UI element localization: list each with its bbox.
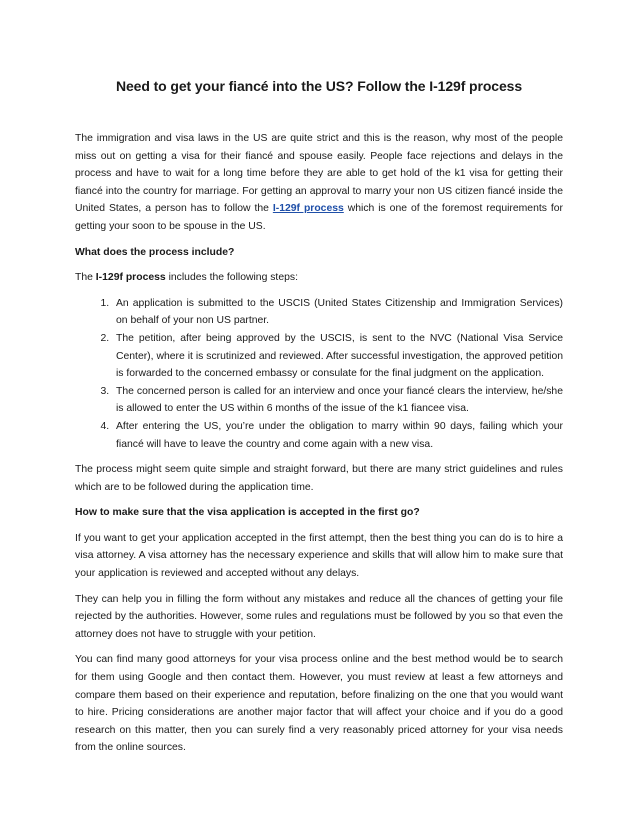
section2-paragraph: You can find many good attorneys for your visa process online and the best method would be to search for them using Google and then contact them. However, you must review at least a few attorneys and compare them based on their experience and reputation, before finalizing on the one that you would want to hire. Pricing considerations are another major factor that will affect your choice and if you do a good research on this matter, then you can surely find a very reasonably priced attorney for your visa needs from the online sources. (75, 654, 563, 754)
lead-prefix: The (75, 272, 96, 284)
list-item: 1. An application is submitted to the USCIS (United States Citizenship and Immigration Services) on behalf of your non US partner. (112, 295, 563, 330)
section2-heading: How to make sure that the visa application is accepted in the first go? (75, 507, 420, 519)
section2-paragraph: They can help you in filling the form without any mistakes and reduce all the chances of getting your file rejected by the authorities. However, some rules and regulations must be followed by you so that even the attorney does not have to struggle with your petition. (75, 593, 563, 640)
list-item: 3. The concerned person is called for an interview and once your fiancé clears the interview, he/she is allowed to enter the US within 6 months of the issue of the k1 fiancee visa. (112, 383, 563, 418)
list-item: 4. After entering the US, you’re under the obligation to marry within 90 days, failing which your fiancé will have to leave the country and come again with a new visa. (112, 418, 563, 453)
document-body (75, 130, 563, 765)
intro-text-after: which is one of the foremost requirements for getting your soon to be spouse in the US. (75, 203, 563, 232)
section2-paragraph: If you want to get your application accepted in the first attempt, then the best thing you can do is to hire a visa attorney. A visa attorney has the necessary experience and skills that will allow him to make sure that your application is reviewed and accepted without any delays. (75, 532, 563, 580)
lead-suffix: includes the following steps: (165, 272, 298, 284)
section1-closing: The process might seem quite simple and straight forward, but there are many strict guidelines and rules which are to be followed during the application time. (75, 464, 563, 493)
section1-heading: What does the process include? (75, 246, 235, 258)
intro-paragraph (75, 130, 563, 236)
section1-lead (75, 269, 563, 287)
intro-text-before: The immigration and visa laws in the US are quite strict and this is the reason, why most of the people miss out on getting a visa for their fiancé and spouse easily. People face rejections and delays in the process and have to wait for a long time before they are able to get hold of the k1 visa for getting their fiancé into the country for marriage. For getting an approval to marry your non US citizen fiancé inside the United States, a person has to follow the (75, 133, 563, 215)
i129f-process-link[interactable]: I-129f process (272, 203, 344, 215)
process-steps-list (75, 295, 563, 453)
lead-bold-term: I-129f process (95, 272, 166, 284)
list-item: 2. The petition, after being approved by the USCIS, is sent to the NVC (National Visa Service Center), where it is scrutinized and reviewed. After successful investigation, the approved petition is forwarded to the concerned embassy or consulate for the final judgment on the application. (112, 330, 563, 383)
page-title: Need to get your fiancé into the US? Follow the I-129f process (115, 78, 523, 94)
